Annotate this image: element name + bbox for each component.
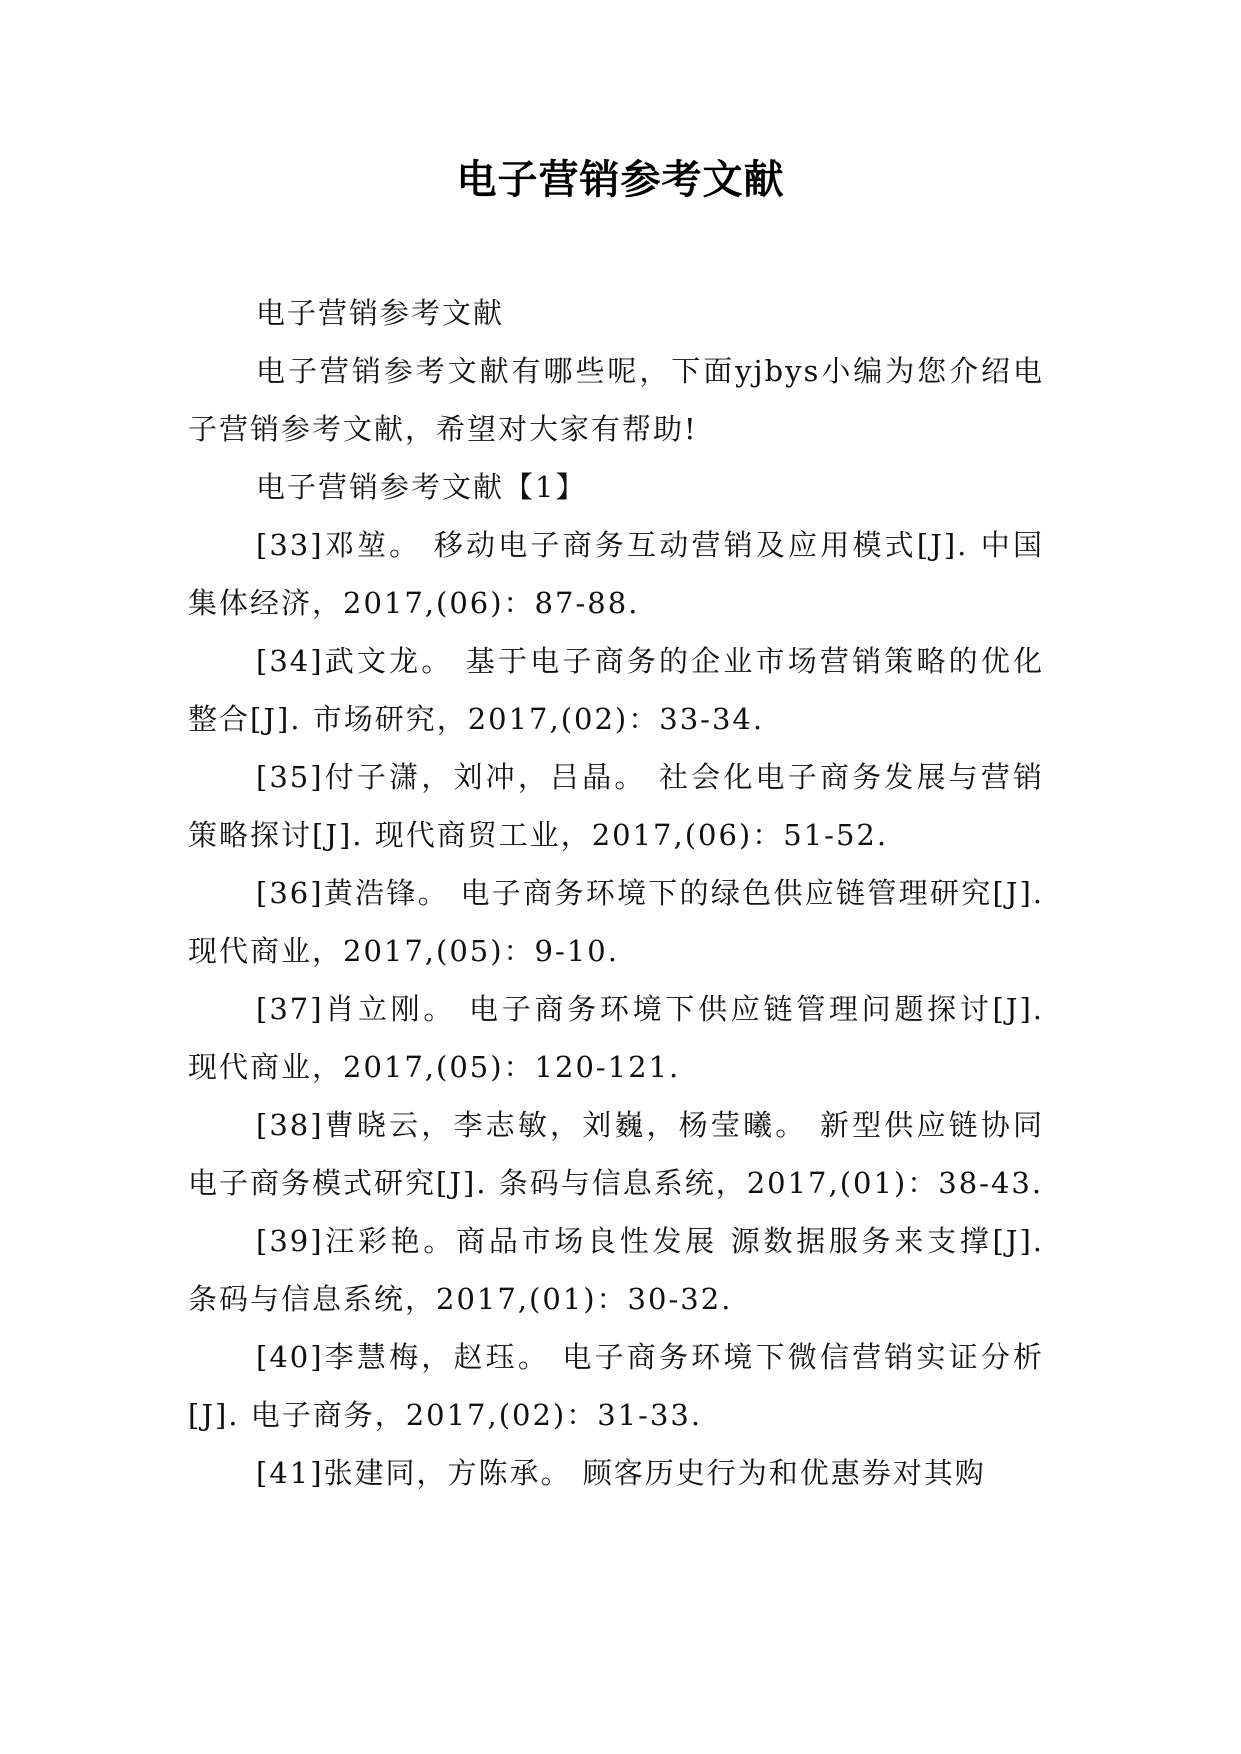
reference-item: [40]李慧梅，赵珏。 电子商务环境下微信营销实证分析[J]. 电子商务，2017,(02)：31-33.	[188, 1340, 1044, 1432]
reference-item: [35]付子潇，刘冲，吕晶。 社会化电子商务发展与营销策略探讨[J]. 现代商贸工业，2017,(06)：51-52.	[188, 760, 1044, 852]
reference-item: [37]肖立刚。 电子商务环境下供应链管理问题探讨[J]. 现代商业，2017,(05)：120-121.	[188, 992, 1044, 1084]
body-heading: 电子营销参考文献	[256, 296, 505, 330]
reference-item: [33]邓堃。 移动电子商务互动营销及应用模式[J]. 中国集体经济，2017,(06)：87-88.	[188, 528, 1044, 620]
intro-paragraph: 电子营销参考文献有哪些呢，下面yjbys小编为您介绍电子营销参考文献，希望对大家有帮助!	[188, 354, 1044, 446]
reference-item: [38]曹晓云，李志敏，刘巍，杨莹曦。 新型供应链协同电子商务模式研究[J]. 条码与信息系统，2017,(01)：38-43.	[188, 1108, 1044, 1200]
reference-item: [34]武文龙。 基于电子商务的企业市场营销策略的优化整合[J]. 市场研究，2017,(02)：33-34.	[188, 644, 1044, 736]
document-title: 电子营销参考文献	[456, 157, 785, 203]
reference-item: [39]汪彩艳。商品市场良性发展 源数据服务来支撑[J]. 条码与信息系统，2017,(01)：30-32.	[188, 1224, 1044, 1316]
document-body	[188, 284, 1044, 1502]
reference-item: [41]张建同，方陈承。 顾客历史行为和优惠券对其购	[256, 1456, 986, 1490]
reference-item: [36]黄浩锋。 电子商务环境下的绿色供应链管理研究[J]. 现代商业，2017,(05)：9-10.	[188, 876, 1044, 968]
section-heading: 电子营销参考文献【1】	[256, 470, 587, 504]
